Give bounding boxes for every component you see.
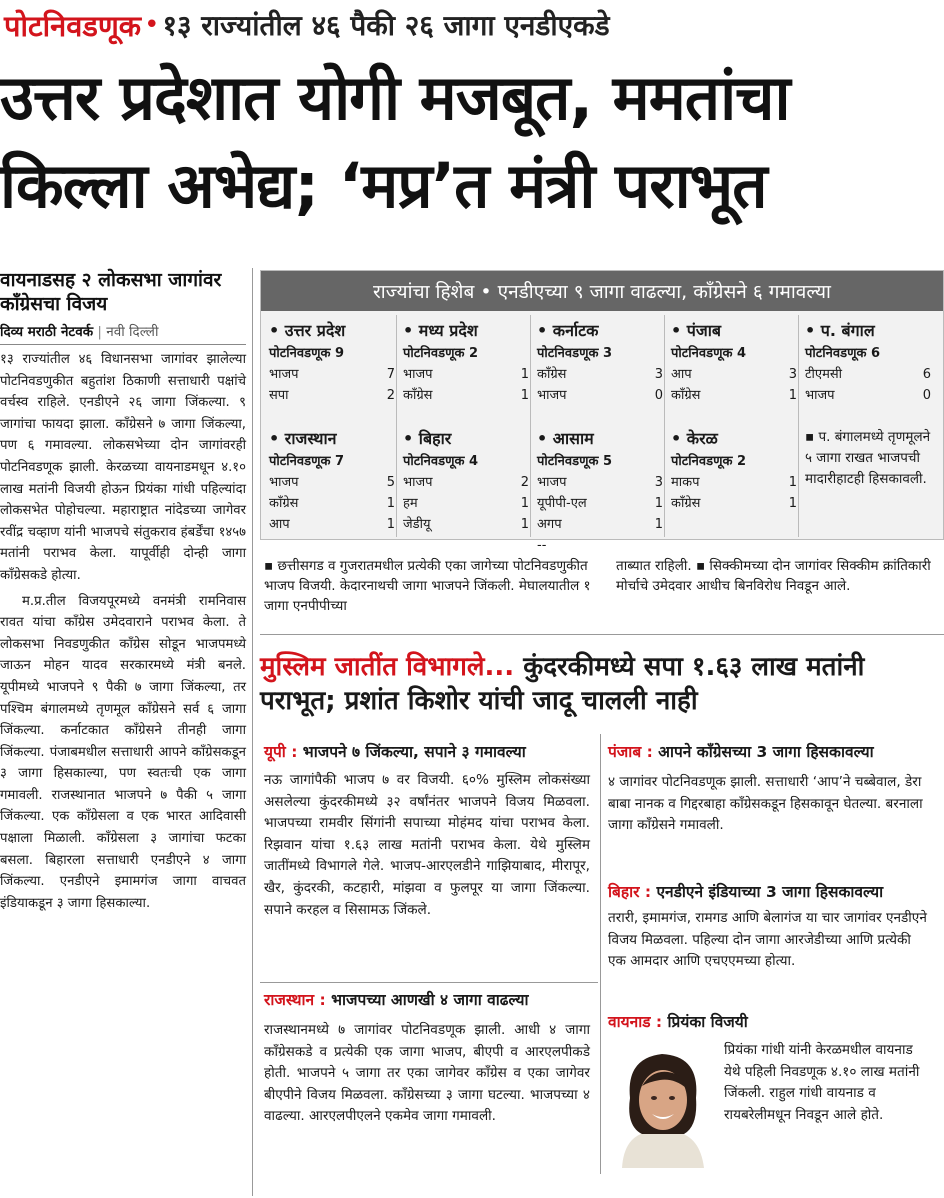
state-bypoll-count: पोटनिवडणूक 6 [805, 346, 881, 361]
party-result-row [403, 385, 529, 406]
party-seats: 1 [386, 517, 395, 532]
party-name: अगप [537, 517, 562, 532]
party-seats: 2 [386, 388, 395, 403]
sub-headline-red: मुस्लिम जातींत विभागले... [260, 652, 515, 682]
state-card [403, 427, 529, 535]
party-result-row [403, 364, 529, 385]
party-seats: 2 [520, 475, 529, 490]
state-bypoll-count: पोटनिवडणूक 3 [537, 346, 613, 361]
state-bypoll-count: पोटनिवडणूक 5 [537, 454, 613, 469]
party-name: काँग्रेस [403, 388, 433, 403]
party-name: आप [269, 517, 290, 532]
party-seats: 3 [788, 367, 797, 382]
party-result-row [671, 364, 797, 385]
state-name: • कर्नाटक [537, 321, 599, 340]
byline: दिव्य मराठी नेटवर्क | नवी दिल्ली [0, 322, 246, 345]
state-card [403, 319, 529, 406]
party-seats: 1 [520, 367, 529, 382]
party-result-row [537, 385, 663, 406]
up-heading: यूपी : भाजपने ७ जिंकल्या, सपाने ३ गमावल्या [264, 743, 526, 761]
rajasthan-heading: राजस्थान : भाजपच्या आणखी ४ जागा वाढल्या [264, 991, 529, 1009]
punjab-text: ४ जागांवर पोटनिवडणूक झाली. सत्ताधारी ‘आप’ने चब्बेवाल, डेरा बाबा नानक व गिद्दरबाहा काँग्रेसकडून हिसकावून घेतल्या. बरनाला जागा काँग्रेसने गमावली. [608, 774, 923, 834]
wayanad-heading: वायनाड : प्रियंका विजयी [608, 1013, 748, 1031]
sub-headline-rest: कुंदरकीमध्ये सपा १.६३ लाख मतांनी पराभूत; प्रशांत किशोर यांची जादू चालली नाही [260, 652, 865, 716]
state-bypoll-count: पोटनिवडणूक 7 [269, 454, 345, 469]
state-bypoll-count: पोटनिवडणूक 4 [403, 454, 479, 469]
bihar-text: तरारी, इमामगंज, रामगड आणि बेलागंज या चार जागांवर एनडीएने विजय मिळवला. पहिल्या दोन जागा आरजेडीच्या आणि प्रत्येकी एक आमदार आणि एचएएमच्या होत्या. [608, 910, 927, 970]
state-name: • केरळ [671, 429, 718, 448]
kicker-strip [0, 0, 944, 50]
state-card [269, 319, 395, 406]
party-name: जेडीयू [403, 517, 431, 532]
party-result-row [269, 493, 395, 514]
party-seats: 1 [788, 496, 797, 511]
party-name: भाजप [805, 388, 835, 403]
main-headline [0, 54, 944, 230]
state-bypoll-count: पोटनिवडणूक 2 [403, 346, 479, 361]
party-result-row [671, 385, 797, 406]
up-text: नऊ जागांपैकी भाजप ७ वर विजयी. ६०% मुस्लिम लोकसंख्या असलेल्या कुंदरकीमध्ये ३२ वर्षांनंतर भाजपने विजय मिळवला. भाजपच्या रामवीर सिंगांनी सपाच्या मोहंमद यांचा पराभव केला. रिझवान यांचा १.६३ लाख मतांनी पराभव केला. येथे मुस्लिम जातींमध्ये विभागले गेले. भाजप-आरएलडीने गाझियाबाद, मीरापूर, खैर, कुंदरकी, कटहारी, मांझवा व फुलपूर या जागा जिंकल्या. सपाने करहल व सिसामऊ जिंकले. [264, 772, 590, 918]
party-seats: 1 [520, 517, 529, 532]
state-bypoll-count: पोटनिवडणूक 4 [671, 346, 747, 361]
priyanka-photo [608, 1040, 716, 1168]
bullet-icon: • [144, 10, 160, 40]
party-result-row [671, 493, 797, 514]
left-paragraph-2: म.प्र.तील विजयपूरमध्ये वनमंत्री रामनिवास रावत यांचा काँग्रेस उमेदवाराने पराभव केला. ते लोकसभा निवडणुकीत काँग्रेस सोडून भाजपमध्ये जाऊन मोहन यादव सरकारमध्ये मंत्री बनले. यूपीमध्ये भाजपने ९ पैकी ७ जागा जिंकल्या, तर पश्चिम बंगालमध्ये तृणमूल काँग्रेसने सर्व ६ जागा जिंकल्या. कर्नाटकात काँग्रेसने तीनही जागा जिंकल्या. पंजाबमधील सत्ताधारी आपने काँग्रेसकडून ३ जागा हिसकाल्या, पण स्वतःची एक जागा गमावली. राजस्थानात भाजपने ७ पैकी ५ जागा जिंकल्या. एक काँग्रेसला व एक भारत आदिवासी पक्षाला मिळाली. काँग्रेसला ३ जागांचा फटका बसला. बिहारला सत्ताधारी एनडीएने ४ जागा जिंकल्या. एनडीएने इमामगंज जागा वाचवत इंडियाकडून ३ जागा हिसकाल्या. [0, 593, 246, 911]
party-result-row [403, 514, 529, 535]
note-col-1: ▪ छत्तीसगड व गुजरातमधील प्रत्येकी एका जागेच्या पोटनिवडणुकीत भाजप विजयी. केदारनाथची जागा भाजपने जिंकली. मेघालयातील १ जागा एनपीपीच्या [264, 558, 591, 614]
party-name: यूपीपी-एल [537, 496, 587, 511]
rajasthan-text: राजस्थानमध्ये ७ जागांवर पोटनिवडणूक झाली. आधी ४ जागा काँग्रेसकडे व प्रत्येकी एक जागा भाजप, बीएपी व आरएलपीकडे होती. भाजपने ५ जागा तर एका जागेवर काँग्रेस व एका जागेवर बीएपीने विजय मिळवला. काँग्रेसच्या ३ जागा घटल्या. भाजपच्या ४ वाढल्या. आरएलपीएलने एकमेव जागा गमावली. [264, 1022, 590, 1125]
party-result-row [269, 472, 395, 493]
byline-city: नवी दिल्ली [106, 324, 159, 340]
party-name: भाजप [403, 475, 433, 490]
party-result-row [403, 472, 529, 493]
party-result-row [537, 514, 663, 535]
party-seats: 1 [520, 388, 529, 403]
party-result-row [269, 514, 395, 535]
state-name: • राजस्थान [269, 429, 337, 448]
punjab-heading: पंजाब : आपने काँग्रेसच्या 3 जागा हिसकावल्या [608, 743, 874, 761]
party-name: आप [671, 367, 692, 382]
party-seats: 1 [788, 388, 797, 403]
state-name: • आसाम [537, 429, 594, 448]
party-result-row [537, 493, 663, 514]
state-name: • मध्य प्रदेश [403, 321, 478, 340]
placeholder-dash: -- [537, 538, 547, 553]
party-seats: 1 [654, 496, 663, 511]
party-seats: 1 [788, 475, 797, 490]
state-name: • उत्तर प्रदेश [269, 321, 346, 340]
party-seats: 0 [922, 388, 931, 403]
state-card [671, 427, 797, 514]
state-results-box [260, 270, 944, 553]
state-card [805, 319, 931, 406]
note-col-2: ताब्यात राहिली. ▪ सिक्कीमच्या दोन जागांवर सिक्कीम क्रांतिकारी मोर्चाचे उमेदवार आधीच बिनविरोध निवडून आले. [616, 558, 931, 594]
left-article-title: वायनाडसह २ लोकसभा जागांवर काँग्रेसचा विजय [0, 269, 222, 315]
state-name: • बिहार [403, 429, 452, 448]
party-name: भाजप [537, 388, 567, 403]
state-card [269, 427, 395, 535]
bengal-note: ▪ प. बंगालमध्ये तृणमूलने ५ जागा राखत भाजपची मादारीहाटही हिसकावली. [805, 429, 931, 487]
party-seats: 1 [520, 496, 529, 511]
kicker-tag: पोटनिवडणूक [4, 8, 142, 43]
party-result-row [269, 364, 395, 385]
party-name: काँग्रेस [537, 367, 567, 382]
wayanad-text: प्रियंका गांधी यांनी केरळमधील वायनाड येथे पहिली निवडणूक ४.१० लाख मतांनी जिंकली. राहुल गांधी वायनाड व रायबरेलीमधून निवडून आले होते. [724, 1042, 920, 1123]
party-seats: 6 [922, 367, 931, 382]
party-name: माकप [671, 475, 700, 490]
party-name: भाजप [537, 475, 567, 490]
state-box-header: राज्यांचा हिशेब • एनडीएच्या ९ जागा वाढल्या, काँग्रेसने ६ गमावल्या [261, 271, 943, 311]
byline-source: दिव्य मराठी नेटवर्क [0, 324, 94, 340]
party-seats: 7 [386, 367, 395, 382]
party-seats: 5 [386, 475, 395, 490]
party-result-row [537, 472, 663, 493]
party-name: भाजप [269, 367, 299, 382]
party-result-row [537, 364, 663, 385]
party-name: हम [403, 496, 418, 511]
state-name: • पंजाब [671, 321, 722, 340]
party-name: काँग्रेस [671, 496, 701, 511]
party-name: काँग्रेस [671, 388, 701, 403]
sub-headline [260, 650, 944, 718]
column-divider [252, 268, 253, 1196]
party-result-row [805, 385, 931, 406]
party-seats: 3 [654, 475, 663, 490]
party-result-row [671, 472, 797, 493]
party-name: भाजप [403, 367, 433, 382]
party-result-row [805, 364, 931, 385]
bihar-heading: बिहार : एनडीएने इंडियाच्या 3 जागा हिसकावल्या [608, 883, 884, 901]
party-result-row [403, 493, 529, 514]
party-seats: 1 [386, 496, 395, 511]
party-seats: 0 [654, 388, 663, 403]
party-result-row [269, 385, 395, 406]
party-name: सपा [269, 388, 289, 403]
headline-line-2: किल्ला अभेद्य; ‘मप्र’त मंत्री पराभूत [0, 149, 767, 222]
state-card [537, 319, 663, 406]
kicker-text: १३ राज्यांतील ४६ पैकी २६ जागा एनडीएकडे [162, 9, 610, 42]
state-bypoll-count: पोटनिवडणूक 9 [269, 346, 345, 361]
state-name: • प. बंगाल [805, 321, 875, 340]
left-article [0, 268, 246, 914]
party-seats: 3 [654, 367, 663, 382]
state-card [537, 427, 663, 556]
party-name: भाजप [269, 475, 299, 490]
state-card [671, 319, 797, 406]
state-bypoll-count: पोटनिवडणूक 2 [671, 454, 747, 469]
headline-line-1: उत्तर प्रदेशात योगी मजबूत, ममतांचा [0, 61, 790, 134]
party-name: टीएमसी [805, 367, 843, 382]
party-seats: 1 [654, 517, 663, 532]
left-paragraph-1: १३ राज्यांतील ४६ विधानसभा जागांवर झालेल्या पोटनिवडणुकीत बहुतांश ठिकाणी सत्ताधारी पक्षांचे वर्चस्व राहिले. एनडीएने २६ जागा जिंकल्या. ९ जागांचा फायदा झाला. काँग्रेसने ७ जागा जिंकल्या, पण ६ गमावल्या. लोकसभेच्या दोन जागांवरही पोटनिवडणूक झाली. केरळच्या वायनाडमधून ४.१० लाख मतांनी विजयी होऊन प्रियंका गांधी पहिल्यांदा लोकसभेत पोहोचल्या. महाराष्ट्रात नांदेडच्या जागेवर रवींद्र चव्हाण यांनी भाजपचे संतुकराव हंबर्डेंचा १४५७ मतांनी पराभव केला. यापूर्वीही दोन्ही जागा काँग्रेसकडे होत्या. [0, 352, 246, 583]
party-name: काँग्रेस [269, 496, 299, 511]
